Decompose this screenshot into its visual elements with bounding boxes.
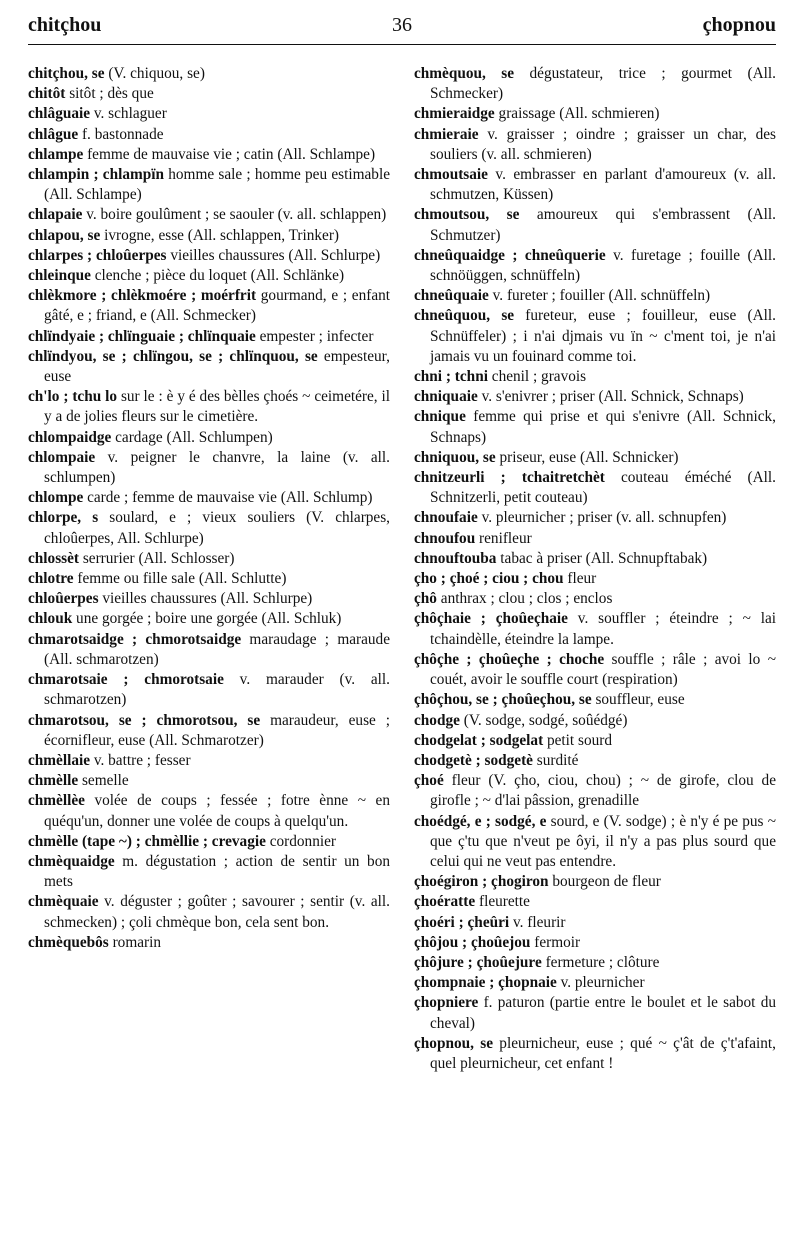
entry-definition: sur le : è y é des bèlles çhoés ~ ceimetére, il y a de jolies fleurs sur le cimetière.: [44, 388, 391, 426]
dictionary-entry: [28, 771, 390, 791]
dictionary-entry: [28, 286, 390, 326]
entry-headword: chlompaie: [28, 448, 96, 466]
entry-headword: chmèquaidge: [28, 852, 115, 870]
dictionary-entry: [28, 711, 390, 751]
entry-headword: chlâgue: [28, 125, 79, 143]
dictionary-entry: [414, 690, 776, 710]
entry-headword: chlâguaie: [28, 105, 91, 123]
entry-headword: ch'lo ; tchu lo: [28, 388, 118, 406]
dictionary-entry: [28, 84, 390, 104]
entry-headword: çhoératte: [414, 893, 476, 911]
dictionary-entry: [28, 246, 390, 266]
dictionary-entry: [414, 731, 776, 751]
dictionary-entry: [414, 751, 776, 771]
header-rule: [28, 44, 776, 45]
dictionary-entry: [28, 64, 390, 84]
header-first-headword: chitçhou: [28, 14, 102, 36]
entry-definition: fleur (V. çho, ciou, chou) ; ~ de girofe, clou de girofle ; ~ d'lai pâssion, grenadille: [430, 772, 776, 810]
entry-headword: chlapou, se: [28, 226, 101, 244]
entry-definition: fureteur, euse ; fouilleur, euse (All. Schnüffeler) ; i n'ai djmais vu ïn ~ c'ment toi, je n'ai jamais vu un fouinard comme toi.: [430, 307, 776, 365]
dictionary-entry: [414, 872, 776, 892]
entry-definition: pleurnicheur, euse ; qué ~ ç'ât de ç't'afaint, quel pleurnicheur, cet enfant !: [430, 1034, 776, 1072]
entry-definition: empesteur, euse: [44, 347, 390, 386]
entry-definition: cordonnier: [265, 832, 336, 850]
entry-definition: v. graisser ; oindre ; graisser un char, des souliers (v. all. schmieren): [430, 125, 776, 163]
entry-definition: v. déguster ; goûter ; savourer ; sentir (v. all. schmecken) ; çoli chmèque bon, cela sent bon.: [44, 893, 390, 931]
entry-headword: chmoutsou, se: [414, 206, 520, 224]
entry-definition: sitôt ; dès que: [65, 85, 154, 103]
entry-definition: une gorgée ; boire une gorgée (All. Schluk): [72, 610, 342, 628]
entry-headword: chlèkmore ; chlèkmoére ; moérfrit: [28, 287, 257, 305]
entry-definition: vieilles chaussures (All. Schlurpe): [166, 246, 381, 264]
entry-headword: çhôçhaie ; çhoûeçhaie: [414, 610, 568, 628]
header-last-headword: çhopnou: [702, 14, 776, 36]
entry-definition: couteau éméché (All. Schnitzerli, petit couteau): [430, 469, 776, 507]
entry-definition: souffleur, euse: [591, 691, 685, 709]
entry-definition: sourd, e (V. sodge) ; è n'y é pe pus ~ que ç'tu que n'veut pe ôyi, il n'y a pas plus sourd que celui qui ne veut pas entendre.: [430, 812, 776, 870]
dictionary-entry: [28, 569, 390, 589]
entry-definition: ivrogne, esse (All. schlappen, Trinker): [100, 226, 340, 244]
entry-headword: çhopniere: [414, 994, 479, 1012]
dictionary-entry: [414, 205, 776, 245]
dictionary-entry: [414, 508, 776, 528]
entry-headword: chlapaie: [28, 206, 83, 224]
dictionary-entry: [414, 246, 776, 286]
entry-definition: m. dégustation ; action de sentir un bon mets: [44, 852, 390, 891]
entry-definition: fermoir: [530, 933, 581, 951]
entry-headword: chmèlle (tape ~) ; chmèllie ; crevagie: [28, 832, 266, 850]
entry-headword: chmèquou, se: [414, 65, 515, 82]
entry-definition: v. boire goulûment ; se saouler (v. all. schlappen): [82, 206, 387, 224]
dictionary-entry: [414, 286, 776, 306]
dictionary-entry: [414, 387, 776, 407]
dictionary-entry: [414, 913, 776, 933]
dictionary-entry: [28, 488, 390, 508]
dictionary-entry: [28, 266, 390, 286]
entry-definition: femme qui prise et qui s'enivre (All. Schnick, Schnaps): [430, 408, 776, 446]
dictionary-entry: [414, 1034, 776, 1074]
dictionary-entry: [414, 589, 776, 609]
dictionary-entry: [414, 407, 776, 447]
dictionary-entry: [28, 852, 390, 892]
dictionary-entry: [414, 609, 776, 649]
entry-definition: cardage (All. Schlumpen): [111, 428, 273, 446]
entry-definition: (V. chiquou, se): [104, 65, 205, 82]
dictionary-entry: [414, 812, 776, 873]
entry-headword: chlotre: [28, 570, 74, 588]
entry-headword: chitôt: [28, 85, 66, 103]
entry-headword: chnique: [414, 408, 466, 426]
entry-headword: çhoégiron ; çhogiron: [414, 873, 549, 891]
entry-definition: femme ou fille sale (All. Schlutte): [73, 570, 287, 588]
dictionary-entry: [414, 771, 776, 811]
entry-definition: v. embrasser en parlant d'amoureux (v. all. schmutzen, Küssen): [430, 166, 776, 204]
dictionary-entry: [414, 367, 776, 387]
entry-headword: chneûquou, se: [414, 307, 515, 325]
dictionary-entry: [414, 529, 776, 549]
entry-headword: chlorpe, s: [28, 509, 99, 527]
entry-definition: chenil ; gravois: [487, 368, 587, 386]
entry-definition: v. s'enivrer ; priser (All. Schnick, Schnaps): [477, 388, 744, 406]
entry-definition: surdité: [532, 751, 579, 769]
dictionary-entry: [28, 428, 390, 448]
dictionary-entry: [28, 549, 390, 569]
entry-definition: fleur: [563, 570, 597, 588]
entry-definition: f. paturon (partie entre le boulet et le sabot du cheval): [430, 994, 776, 1032]
entry-definition: petit sourd: [543, 731, 613, 749]
dictionary-entry: [414, 892, 776, 912]
entry-headword: chnoufaie: [414, 509, 478, 527]
entry-definition: tabac à priser (All. Schnupftabak): [496, 549, 708, 567]
dictionary-entry: [28, 327, 390, 347]
entry-definition: clenche ; pièce du loquet (All. Schlänke): [90, 267, 345, 285]
entry-headword: chlompaidge: [28, 428, 112, 446]
dictionary-entry: [414, 448, 776, 468]
dictionary-entry: [28, 165, 390, 205]
dictionary-entry: [28, 205, 390, 225]
entry-headword: chlïndyou, se ; chlïngou, se ; chlïnquou, se: [28, 347, 318, 365]
left-column: [28, 64, 390, 953]
entry-headword: chodgetè ; sodgetè: [414, 751, 533, 769]
dictionary-entry: [28, 832, 390, 852]
entry-headword: çhô: [414, 590, 437, 608]
entry-definition: homme sale ; homme peu estimable (All. Schlampe): [44, 166, 390, 204]
entry-definition: v. marauder (v. all. schmarotzen): [44, 671, 390, 709]
entry-definition: v. furetage ; fouille (All. schnöüggen, schnüffeln): [430, 246, 776, 285]
entry-definition: maraudage ; maraude (All. schmarotzen): [44, 630, 390, 668]
entry-definition: v. fleurir: [509, 913, 566, 931]
dictionary-entry: [28, 892, 390, 932]
entry-definition: empester ; infecter: [255, 327, 374, 345]
entry-headword: chmarotsou, se ; chmorotsou, se: [28, 711, 261, 729]
dictionary-entry: [28, 125, 390, 145]
entry-headword: chnitzeurli ; tchaitretchèt: [414, 469, 605, 487]
entry-headword: chneûquaie: [414, 287, 489, 305]
entry-headword: chmarotsaidge ; chmorotsaidge: [28, 630, 242, 648]
entry-headword: chmèllèe: [28, 792, 85, 810]
entry-definition: maraudeur, euse ; écornifleur, euse (All. Schmarotzer): [44, 711, 391, 749]
dictionary-entry: [414, 711, 776, 731]
entry-definition: bourgeon de fleur: [548, 873, 661, 891]
dictionary-entry: [28, 104, 390, 124]
dictionary-entry: [414, 125, 776, 165]
entry-definition: v. pleurnicher ; priser (v. all. schnupfen): [477, 509, 727, 527]
dictionary-entry: [414, 650, 776, 690]
dictionary-entry: [28, 387, 390, 427]
entry-definition: romarin: [108, 933, 161, 951]
entry-definition: v. pleurnicher: [556, 974, 645, 992]
dictionary-entry: [28, 670, 390, 710]
entry-headword: çho ; çhoé ; ciou ; chou: [414, 570, 564, 588]
entry-headword: chmèquaie: [28, 893, 99, 911]
entry-definition: gourmand, e ; enfant gâté, e ; friand, e (All. Schmecker): [44, 287, 391, 325]
entry-definition: soulard, e ; vieux souliers (V. chlarpes, chloûerpes, All. Schlurpe): [44, 509, 391, 547]
entry-definition: v. souffler ; éteindre ; ~ lai tchaindèlle, éteindre la lampe.: [430, 610, 776, 648]
entry-headword: chmèlle: [28, 772, 79, 790]
entry-headword: chlarpes ; chloûerpes: [28, 246, 167, 264]
entry-headword: chloûerpes: [28, 590, 99, 608]
entry-headword: chlïndyaie ; chlïnguaie ; chlïnquaie: [28, 327, 256, 345]
entry-headword: chmieraie: [414, 125, 479, 143]
entry-headword: çhôjure ; çhoûejure: [414, 953, 542, 971]
entry-definition: volée de coups ; fessée ; fotre ènne ~ en quéqu'un, donner une volée de coups à quelqu'un.: [44, 792, 390, 830]
entry-headword: chni ; tchni: [414, 368, 488, 386]
entry-headword: chlampe: [28, 145, 84, 163]
entry-definition: v. schlaguer: [90, 105, 167, 123]
entry-headword: çhoéri ; çheûri: [414, 913, 510, 931]
dictionary-entry: [414, 993, 776, 1033]
entry-headword: chlouk: [28, 610, 73, 628]
entry-headword: chmèllaie: [28, 751, 91, 769]
dictionary-entry: [414, 549, 776, 569]
entry-definition: serrurier (All. Schlosser): [79, 549, 235, 567]
entry-definition: fleurette: [475, 893, 530, 911]
entry-headword: chleinque: [28, 267, 91, 285]
entry-definition: souffle ; râle ; avoi lo ~ couét, avoir le souffle court (respiration): [430, 650, 776, 689]
entry-definition: carde ; femme de mauvaise vie (All. Schlump): [83, 489, 373, 507]
dictionary-entry: [28, 145, 390, 165]
entry-definition: graissage (All. schmieren): [494, 105, 660, 123]
page-number: 36: [392, 14, 412, 36]
entry-definition: dégustateur, trice ; gourmet (All. Schmecker): [430, 65, 776, 103]
dictionary-entry: [28, 933, 390, 953]
dictionary-entry: [28, 448, 390, 488]
dictionary-entry: [28, 791, 390, 831]
right-column: [414, 64, 776, 1074]
entry-headword: chniquou, se: [414, 448, 496, 466]
entry-headword: chlossèt: [28, 549, 79, 567]
dictionary-entry: [414, 933, 776, 953]
entry-headword: choédgé, e ; sodgé, e: [414, 812, 547, 830]
entry-definition: v. fureter ; fouiller (All. schnüffeln): [488, 287, 711, 305]
dictionary-entry: [414, 973, 776, 993]
entry-definition: renifleur: [475, 529, 532, 547]
entry-headword: çhompnaie ; çhopnaie: [414, 974, 557, 992]
entry-definition: anthrax ; clou ; clos ; enclos: [436, 590, 613, 608]
dictionary-entry: [414, 468, 776, 508]
entry-definition: vieilles chaussures (All. Schlurpe): [98, 590, 313, 608]
entry-headword: çhôçhou, se ; çhoûeçhou, se: [414, 691, 592, 709]
entry-headword: chmarotsaie ; chmorotsaie: [28, 671, 224, 689]
entry-definition: v. peigner le chanvre, la laine (v. all. schlumpen): [44, 448, 390, 487]
running-header: [28, 14, 776, 44]
entry-headword: chnouftouba: [414, 549, 497, 567]
entry-definition: femme de mauvaise vie ; catin (All. Schlampe): [83, 145, 376, 163]
dictionary-entry: [414, 165, 776, 205]
entry-headword: chlampin ; chlampïn: [28, 166, 164, 184]
dictionary-entry: [28, 508, 390, 548]
entry-definition: f. bastonnade: [78, 125, 164, 143]
dictionary-entry: [28, 589, 390, 609]
entry-headword: chmoutsaie: [414, 166, 488, 184]
entry-headword: chodgelat ; sodgelat: [414, 731, 544, 749]
entry-definition: (V. sodge, sodgé, soûédgé): [459, 711, 628, 729]
entry-headword: chnoufou: [414, 529, 476, 547]
dictionary-entry: [28, 226, 390, 246]
entry-headword: çhoé: [414, 772, 444, 790]
dictionary-entry: [28, 751, 390, 771]
entry-definition: v. battre ; fesser: [90, 751, 191, 769]
entry-definition: semelle: [78, 772, 129, 790]
entry-headword: çhôjou ; çhoûejou: [414, 933, 531, 951]
dictionary-entry: [28, 609, 390, 629]
entry-definition: amoureux qui s'embrassent (All. Schmutzer): [430, 206, 776, 244]
entry-headword: chitçhou, se: [28, 65, 105, 82]
dictionary-entry: [28, 630, 390, 670]
entry-headword: chodge: [414, 711, 460, 729]
entry-headword: chmèquebôs: [28, 933, 109, 951]
entry-headword: çhôçhe ; çhoûeçhe ; choche: [414, 650, 605, 668]
dictionary-entry: [28, 347, 390, 387]
dictionary-entry: [414, 306, 776, 367]
entry-definition: fermeture ; clôture: [541, 953, 660, 971]
entry-headword: chneûquaidge ; chneûquerie: [414, 246, 606, 264]
entry-headword: chmieraidge: [414, 105, 495, 123]
entry-headword: chniquaie: [414, 388, 478, 406]
entry-headword: çhopnou, se: [414, 1034, 493, 1052]
entry-headword: chlompe: [28, 489, 84, 507]
dictionary-entry: [414, 64, 776, 104]
dictionary-entry: [414, 569, 776, 589]
entry-definition: priseur, euse (All. Schnicker): [495, 448, 679, 466]
dictionary-entry: [414, 953, 776, 973]
dictionary-entry: [414, 104, 776, 124]
